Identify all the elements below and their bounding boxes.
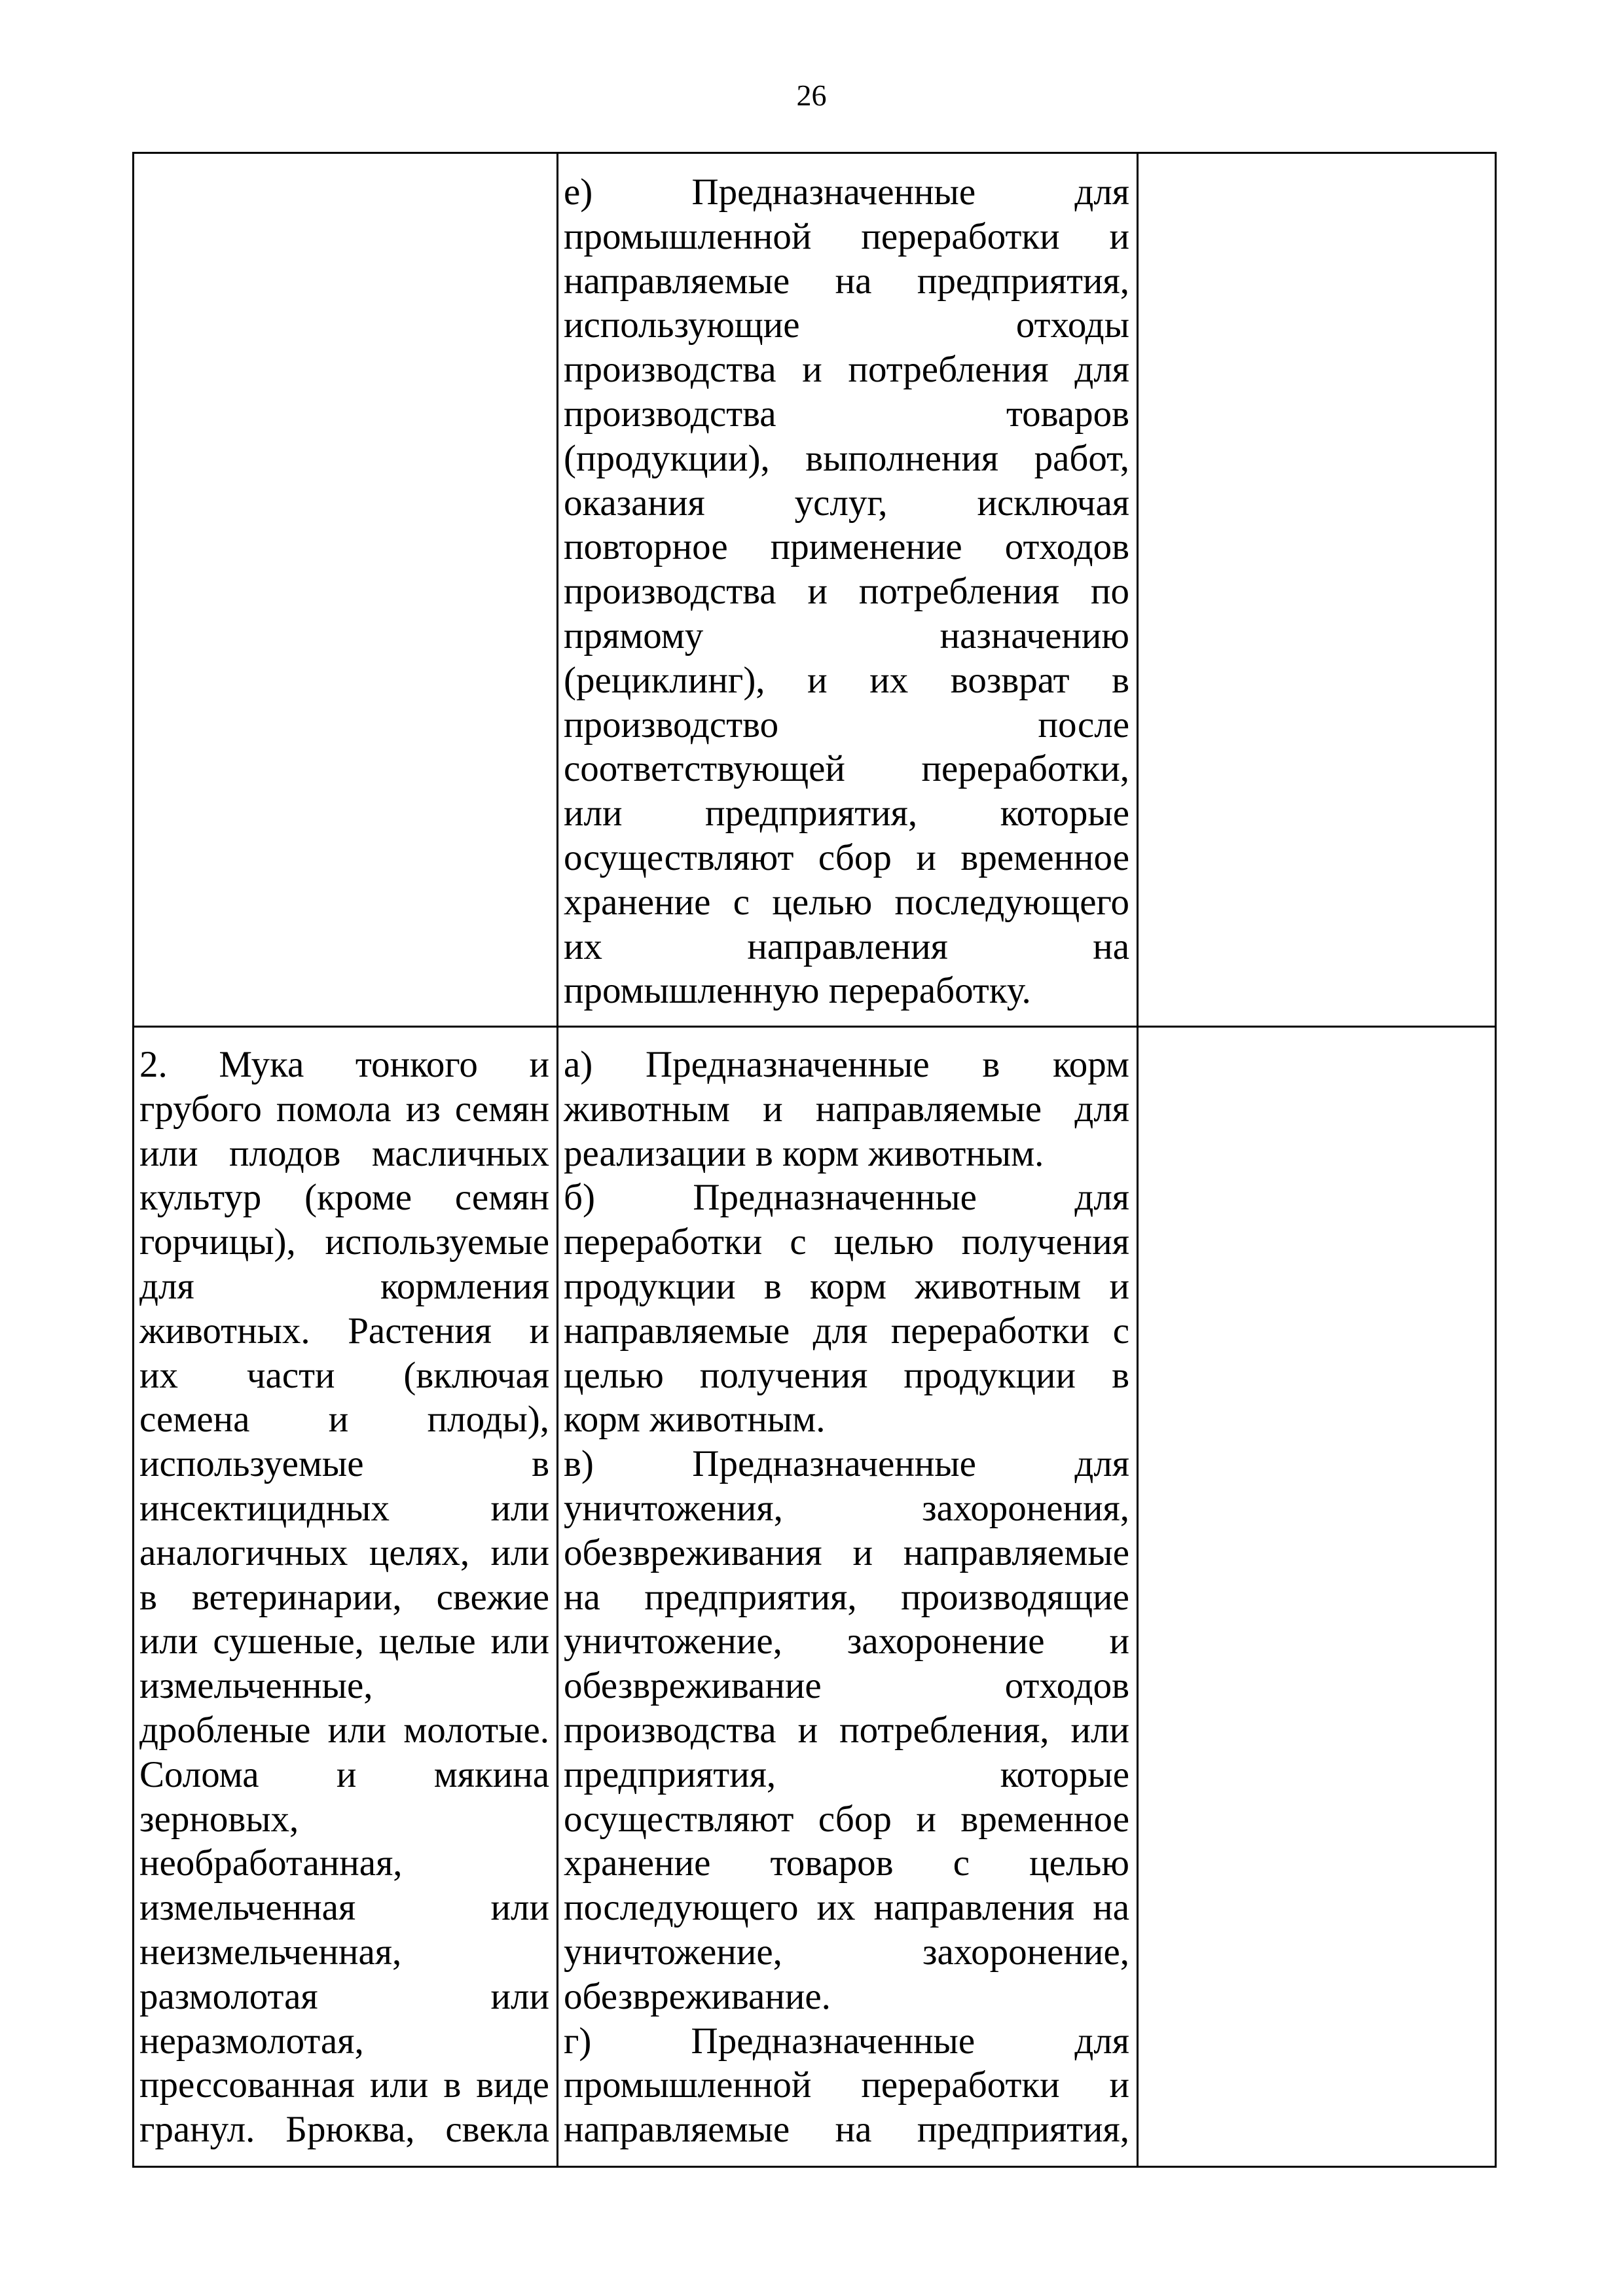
text-line: направляемые на предприятия, [564,260,1129,302]
column-divider-2 [1137,152,1139,2168]
text-line: прессованная или в виде [139,2064,549,2106]
text-line: корм животным. [564,1399,826,1441]
text-line: измельченные, [139,1665,373,1707]
page-number: 26 [796,79,827,112]
text-line: размолотая или [139,1975,549,2017]
text-line: производства и потребления по [564,571,1129,613]
text-line: уничтожения, захоронения, [564,1487,1129,1529]
text-line: их части (включая [139,1354,549,1396]
text-line: измельченная или [139,1887,549,1929]
text-line: используемые в [139,1443,549,1485]
text-line: производства и потребления, или [564,1709,1129,1751]
text-line: инсектицидных или [139,1487,549,1529]
text-line: (продукции), выполнения работ, [564,437,1129,479]
table-right-border [1495,152,1497,2168]
text-line: или плодов масличных [139,1132,549,1174]
text-line: промышленной переработки и [564,2064,1129,2106]
text-line: осуществляют сбор и временное [564,836,1129,878]
table-top-border [132,152,1497,154]
text-line: хранение товаров с целью [564,1842,1129,1884]
text-line: производства и потребления для [564,349,1129,391]
text-line: дробленые или молотые. [139,1709,549,1751]
text-line: производство после [564,704,1129,745]
text-line: хранение с целью последующего [564,881,1129,923]
text-line: обезвреживание. [564,1975,831,2017]
text-line: повторное применение отходов [564,526,1129,568]
text-line: обезвреживание отходов [564,1665,1129,1707]
text-line: уничтожение, захоронение, [564,1931,1129,1973]
text-line: 2. Мука тонкого и [139,1044,549,1085]
text-line: культур (кроме семян [139,1177,549,1219]
text-line: животным и направляемые для [564,1088,1129,1130]
text-line: для кормления [139,1265,549,1307]
row1-purpose-cell [564,170,1129,1013]
text-line: продукции в корм животным и [564,1265,1129,1307]
text-line: (рециклинг), и их возврат в [564,659,1129,701]
text-line: животных. Растения и [139,1310,549,1352]
text-line: соответствующей переработки, [564,748,1129,790]
text-line: в ветеринарии, свежие [139,1576,549,1618]
text-line: грубого помола из семян [139,1088,549,1130]
text-line: г) Предназначенные для [564,2020,1129,2062]
text-line: промышленную переработку. [564,970,1031,1012]
text-line: производства товаров [564,393,1129,435]
text-line: на предприятия, производящие [564,1576,1129,1618]
text-line: прямому назначению [564,615,1129,656]
column-divider-1 [556,152,558,2168]
text-line: предприятия, которые [564,1753,1129,1795]
text-line: целью получения продукции в [564,1354,1129,1396]
text-line: гранул. Брюква, свекла [139,2109,549,2151]
text-line: осуществляют сбор и временное [564,1798,1129,1840]
text-line: семена и плоды), [139,1399,549,1441]
text-line: горчицы), используемые [139,1221,549,1263]
text-line: промышленной переработки и [564,215,1129,257]
text-line: оказания услуг, исключая [564,482,1129,524]
text-line: Солома и мякина [139,1753,549,1795]
text-line: или предприятия, которые [564,793,1129,834]
row2-purpose-cell [564,1043,1129,2152]
text-line: обезвреживания и направляемые [564,1532,1129,1573]
text-line: направляемые для переработки с [564,1310,1129,1352]
text-line: уничтожение, захоронение и [564,1621,1129,1662]
text-line: необработанная, [139,1842,403,1884]
text-line: реализации в корм животным. [564,1132,1044,1174]
row-divider [132,1026,1497,1028]
text-line: зерновых, [139,1798,299,1840]
row2-goods-cell [139,1043,549,2152]
text-line: направляемые на предприятия, [564,2109,1129,2151]
text-line: аналогичных целях, или [139,1532,549,1573]
table-left-border [132,152,134,2168]
text-line: или сушеные, целые или [139,1621,549,1662]
text-line: последующего их направления на [564,1887,1129,1929]
text-line: переработки с целью получения [564,1221,1129,1263]
text-line: неразмолотая, [139,2020,364,2062]
text-line: б) Предназначенные для [564,1177,1129,1219]
text-line: е) Предназначенные для [564,171,1129,213]
text-line: использующие отходы [564,304,1129,346]
text-line: в) Предназначенные для [564,1443,1129,1485]
table-bottom-border [132,2166,1497,2168]
text-line: а) Предназначенные в корм [564,1044,1129,1085]
text-line: неизмельченная, [139,1931,402,1973]
text-line: их направления на [564,925,1129,967]
